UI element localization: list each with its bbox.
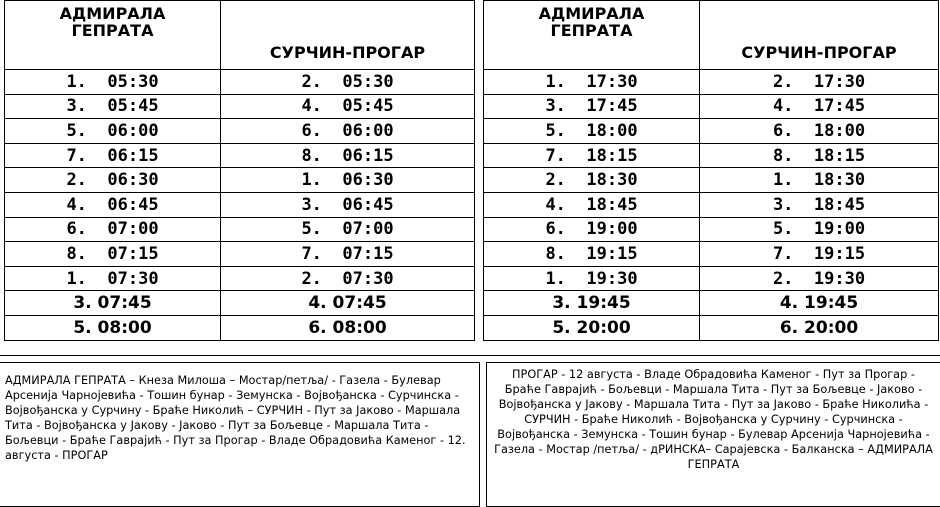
departure-surcin-progar: 3. 18:45 bbox=[700, 192, 939, 217]
departure-admirala-geprata: 2. 18:30 bbox=[484, 168, 700, 193]
table-row bbox=[5, 242, 475, 267]
table-row bbox=[5, 217, 475, 242]
departure-admirala-geprata: 1. 19:30 bbox=[484, 266, 700, 291]
departure-admirala-geprata: 3. 17:45 bbox=[484, 94, 700, 119]
table-row bbox=[484, 143, 939, 168]
departure-surcin-progar: 1. 18:30 bbox=[700, 168, 939, 193]
route-description-return: ПРОГАР - 12 августа - Владе Обрадовића Каменог - Пут за Прогар - Браће Гаврајић - Бољевци - Маршала Тита - Пут за Бољевце - Јаково - Војвођанска у Јакову - Маршала Тита - Пут за Јаково - Браће Николића - СУРЧИН - Браће Николић - Војвођанска у Сурчину - Сурчинска - Војвођанска - Земунска - Тошин бунар - Булевар Арсенија Чарнојевића - Газела - Мостар /петља/ - дРИНСКА– Сарајевска - Балканска – АДМИРАЛА ГЕПРАТА bbox=[486, 362, 940, 507]
departure-surcin-progar: 5. 07:00 bbox=[221, 217, 475, 242]
departure-admirala-geprata: 8. 19:15 bbox=[484, 242, 700, 267]
departure-admirala-geprata: 5. 08:00 bbox=[5, 315, 221, 340]
departure-admirala-geprata: 3. 07:45 bbox=[5, 291, 221, 316]
departure-surcin-progar: 8. 18:15 bbox=[700, 143, 939, 168]
departure-surcin-progar: 5. 19:00 bbox=[700, 217, 939, 242]
departure-surcin-progar: 2. 07:30 bbox=[221, 266, 475, 291]
departure-admirala-geprata: 3. 19:45 bbox=[484, 291, 700, 316]
departure-admirala-geprata: 4. 18:45 bbox=[484, 192, 700, 217]
departure-surcin-progar: 6. 06:00 bbox=[221, 119, 475, 144]
departure-surcin-progar: 2. 05:30 bbox=[221, 70, 475, 95]
departure-admirala-geprata: 1. 07:30 bbox=[5, 266, 221, 291]
departure-admirala-geprata: 7. 06:15 bbox=[5, 143, 221, 168]
departure-surcin-progar: 4. 19:45 bbox=[700, 291, 939, 316]
departure-surcin-progar: 4. 17:45 bbox=[700, 94, 939, 119]
table-row bbox=[484, 315, 939, 340]
departure-admirala-geprata: 6. 19:00 bbox=[484, 217, 700, 242]
departure-admirala-geprata: 1. 17:30 bbox=[484, 70, 700, 95]
table-row bbox=[5, 143, 475, 168]
departure-admirala-geprata: 6. 07:00 bbox=[5, 217, 221, 242]
table-row bbox=[484, 291, 939, 316]
header-surcin-progar: СУРЧИН-ПРОГАР bbox=[221, 1, 475, 70]
table-row bbox=[5, 192, 475, 217]
table-row bbox=[5, 70, 475, 95]
table-row bbox=[5, 119, 475, 144]
departure-surcin-progar: 4. 07:45 bbox=[221, 291, 475, 316]
departure-surcin-progar: 2. 17:30 bbox=[700, 70, 939, 95]
header-surcin-progar: СУРЧИН-ПРОГАР bbox=[700, 1, 939, 70]
departure-admirala-geprata: 4. 06:45 bbox=[5, 192, 221, 217]
timetable-morning bbox=[4, 0, 475, 341]
departure-surcin-progar: 4. 05:45 bbox=[221, 94, 475, 119]
departure-surcin-progar: 1. 06:30 bbox=[221, 168, 475, 193]
departure-admirala-geprata: 5. 18:00 bbox=[484, 119, 700, 144]
table-row bbox=[484, 168, 939, 193]
departure-surcin-progar: 8. 06:15 bbox=[221, 143, 475, 168]
departure-admirala-geprata: 1. 05:30 bbox=[5, 70, 221, 95]
table-row bbox=[5, 94, 475, 119]
table-row bbox=[484, 119, 939, 144]
departure-surcin-progar: 7. 19:15 bbox=[700, 242, 939, 267]
timetable-evening bbox=[483, 0, 939, 341]
timetable-body bbox=[5, 70, 475, 341]
departure-admirala-geprata: 5. 06:00 bbox=[5, 119, 221, 144]
table-row bbox=[484, 192, 939, 217]
header-admirala-geprata: АДМИРАЛА ГЕПРАТА bbox=[5, 1, 221, 70]
table-row bbox=[484, 70, 939, 95]
departure-admirala-geprata: 7. 18:15 bbox=[484, 143, 700, 168]
table-row bbox=[5, 266, 475, 291]
route-description-outbound: АДМИРАЛА ГЕПРАТА – Кнеза Милоша – Мостар/петља/ - Газела - Булевар Арсенија Чарнојевића - Тошин бунар - Земунска - Војвођанска - Сурчинска - Војвођанска у Сурчину - Браће Николић – СУРЧИН - Пут за Јаково - Маршала Тита - Војвођанска у Јакову - Јаково - Пут за Бољевце - Маршала Тита - Бољевци - Браће Гаврајић - Пут за Прогар - Владе Обрадовића Каменог - 12. августа - ПРОГАР bbox=[0, 362, 480, 507]
departure-admirala-geprata: 5. 20:00 bbox=[484, 315, 700, 340]
departure-surcin-progar: 7. 07:15 bbox=[221, 242, 475, 267]
departure-surcin-progar: 2. 19:30 bbox=[700, 266, 939, 291]
departure-surcin-progar: 6. 08:00 bbox=[221, 315, 475, 340]
table-row bbox=[484, 266, 939, 291]
table-row bbox=[484, 217, 939, 242]
departure-admirala-geprata: 8. 07:15 bbox=[5, 242, 221, 267]
divider bbox=[0, 355, 940, 356]
timetable-body bbox=[484, 70, 939, 341]
table-row bbox=[5, 315, 475, 340]
departure-surcin-progar: 3. 06:45 bbox=[221, 192, 475, 217]
departure-surcin-progar: 6. 20:00 bbox=[700, 315, 939, 340]
table-row bbox=[484, 94, 939, 119]
departure-surcin-progar: 6. 18:00 bbox=[700, 119, 939, 144]
table-row bbox=[5, 168, 475, 193]
header-admirala-geprata: АДМИРАЛА ГЕПРАТА bbox=[484, 1, 700, 70]
table-row bbox=[5, 291, 475, 316]
table-row bbox=[484, 242, 939, 267]
departure-admirala-geprata: 2. 06:30 bbox=[5, 168, 221, 193]
departure-admirala-geprata: 3. 05:45 bbox=[5, 94, 221, 119]
